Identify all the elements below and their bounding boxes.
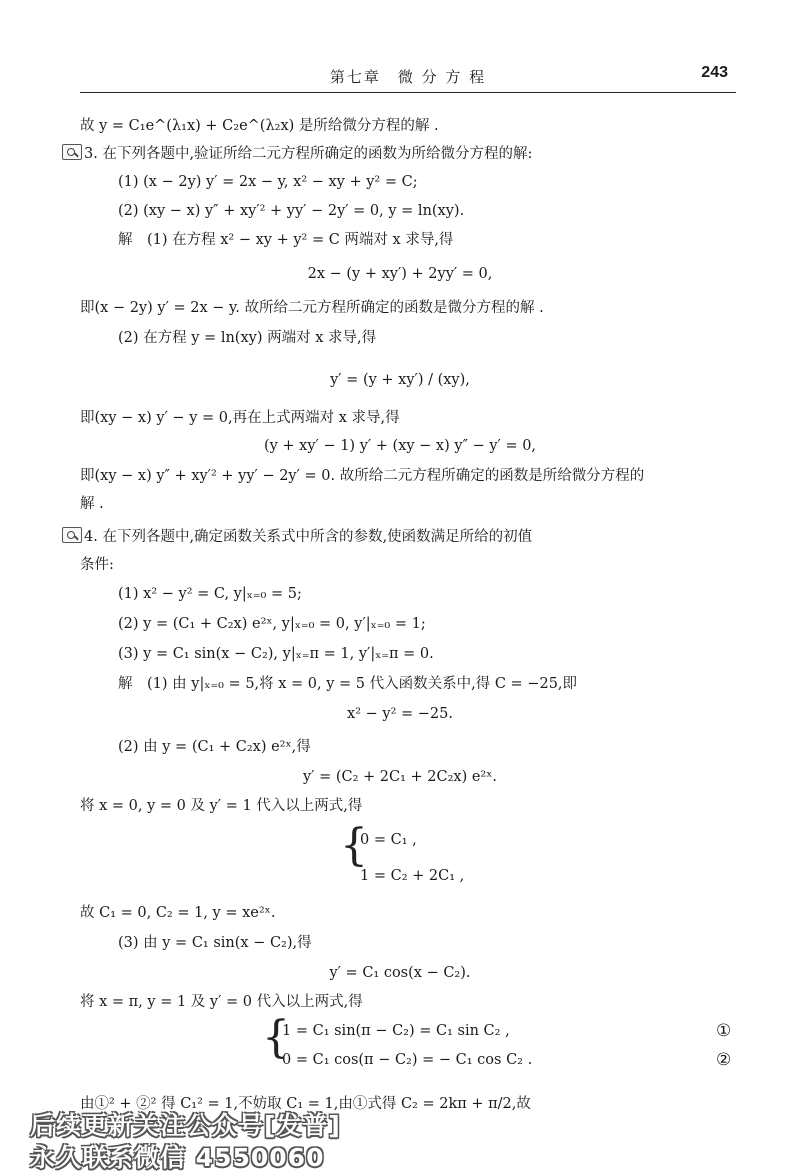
equation-number-1: ① [716, 1021, 732, 1041]
system-equation: 0 = C₁ cos(π − C₂) = − C₁ cos C₂ . [282, 1052, 533, 1068]
text-line: 解 . [80, 496, 104, 512]
text-line: (1) x² − y² = C, y|ₓ₌₀ = 5; [118, 586, 302, 602]
system-equation: 1 = C₁ sin(π − C₂) = C₁ sin C₂ , [282, 1023, 510, 1039]
chapter-title: 第七章 微 分 方 程 [329, 68, 487, 86]
watermark-line-1: 后续更新关注公众号[发普] [30, 1111, 341, 1140]
equation-number-2: ② [716, 1050, 732, 1070]
exercise-4-line: 4. 在下列各题中,确定函数关系式中所含的参数,使函数满足所给的初值 [62, 527, 532, 547]
text-line: 即(xy − x) y″ + xy′² + yy′ − 2y′ = 0. 故所给二元方程所确定的函数是所给微分方程的 [80, 468, 645, 484]
equation: 2x − (y + xy′) + 2yy′ = 0, [307, 266, 493, 282]
system-equation: 1 = C₂ + 2C₁ , [360, 868, 465, 884]
equation: (y + xy′ − 1) y′ + (xy − x) y″ − y′ = 0, [263, 438, 537, 454]
text-line: (3) 由 y = C₁ sin(x − C₂),得 [118, 935, 312, 951]
text-line: 故 C₁ = 0, C₂ = 1, y = xe²ˣ. [80, 905, 276, 921]
text-line: (2) y = (C₁ + C₂x) e²ˣ, y|ₓ₌₀ = 0, y′|ₓ₌₀ = 1; [118, 616, 426, 632]
text-line: 将 x = π, y = 1 及 y′ = 0 代入以上两式,得 [80, 994, 363, 1010]
text-line: 即(xy − x) y′ − y = 0,再在上式两端对 x 求导,得 [80, 410, 400, 426]
system-brace: { [340, 820, 368, 871]
text-line: 将 x = 0, y = 0 及 y′ = 1 代入以上两式,得 [80, 798, 363, 814]
equation: x² − y² = −25. [347, 706, 453, 722]
text-line: (2) (xy − x) y″ + xy′² + yy′ − 2y′ = 0, y = ln(xy). [118, 203, 465, 219]
page-number: 243 [701, 64, 728, 81]
equation: y′ = (y + xy′) / (xy), [330, 372, 470, 388]
exercise-3-line: 3. 在下列各题中,验证所给二元方程所确定的函数为所给微分方程的解: [62, 144, 532, 164]
page-header [80, 64, 736, 88]
text-line: (2) 在方程 y = ln(xy) 两端对 x 求导,得 [118, 330, 377, 346]
text-line: 解 (1) 在方程 x² − xy + y² = C 两端对 x 求导,得 [118, 232, 454, 248]
exercise-marker-icon [62, 527, 82, 543]
exercise-marker-icon [62, 144, 82, 160]
watermark-line-2: 永久联系微信 4550060 [30, 1143, 325, 1172]
system-equation: 0 = C₁ , [360, 832, 417, 848]
text-line: 故 y = C₁e^(λ₁x) + C₂e^(λ₂x) 是所给微分方程的解 . [80, 118, 439, 134]
header-rule [80, 92, 736, 93]
text-line: (3) y = C₁ sin(x − C₂), y|ₓ₌π = 1, y′|ₓ₌π = 0. [118, 646, 434, 662]
text-line: (1) (x − 2y) y′ = 2x − y, x² − xy + y² = C; [118, 174, 418, 190]
text-line: (2) 由 y = (C₁ + C₂x) e²ˣ,得 [118, 739, 311, 755]
equation: y′ = (C₂ + 2C₁ + 2C₂x) e²ˣ. [302, 769, 497, 785]
equation: y′ = C₁ cos(x − C₂). [329, 965, 471, 981]
text-line: 条件: [80, 557, 114, 573]
text-line: 即(x − 2y) y′ = 2x − y. 故所给二元方程所确定的函数是微分方程的解 . [80, 300, 544, 316]
text-line: 由①² + ②² 得 C₁² = 1,不妨取 C₁ = 1,由①式得 C₂ = 2kπ + π/2,故 [80, 1096, 531, 1112]
text-line: 解 (1) 由 y|ₓ₌₀ = 5,将 x = 0, y = 5 代入函数关系中,得 C = −25,即 [118, 676, 578, 692]
system-brace: { [262, 1012, 290, 1063]
